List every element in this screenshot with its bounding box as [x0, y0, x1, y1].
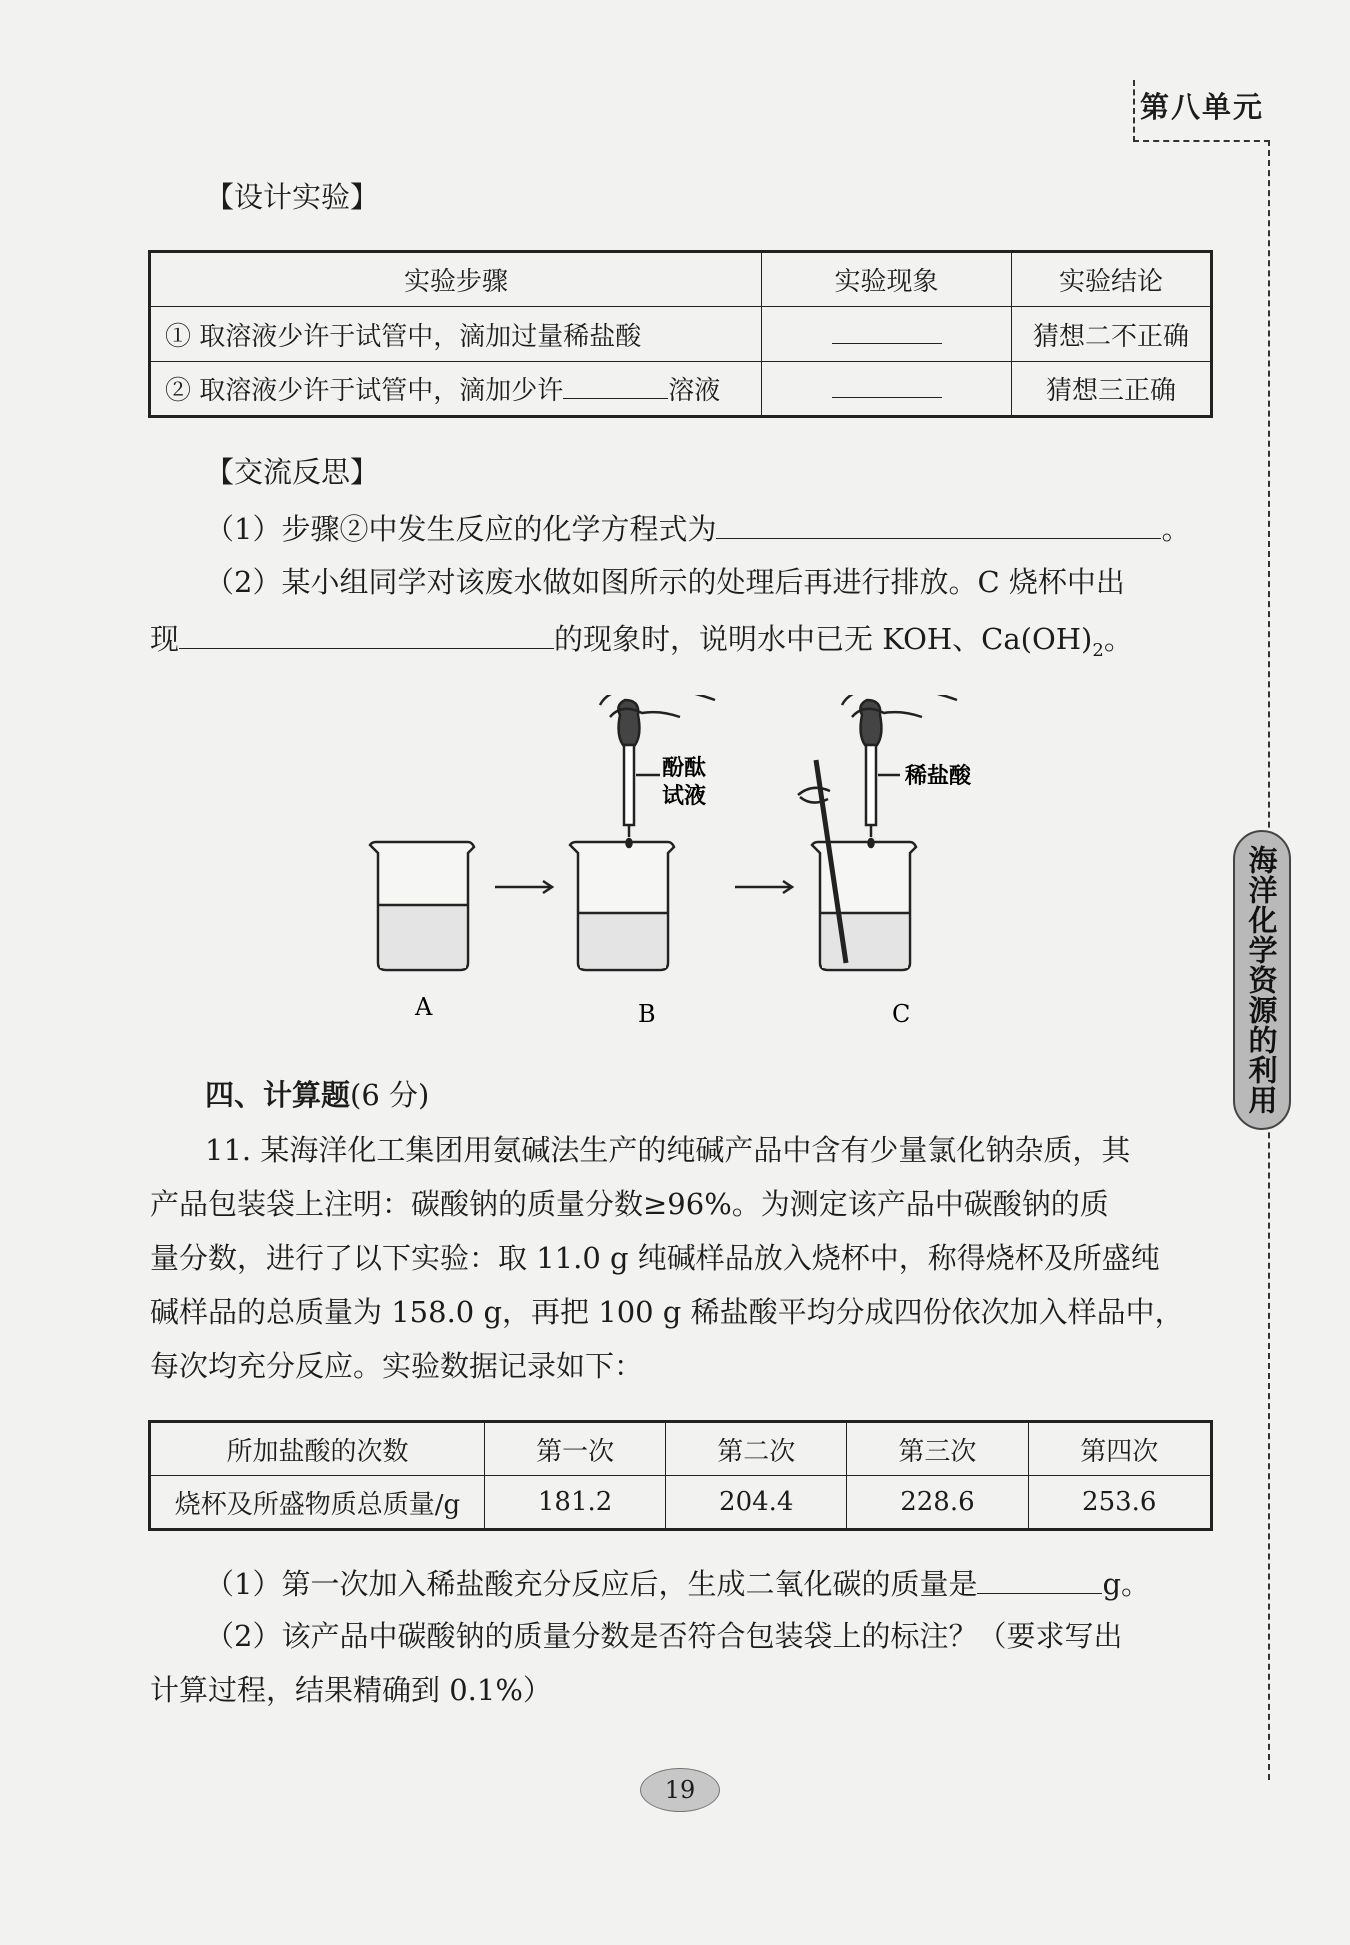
step-cell: ① 取溶液少许于试管中，滴加过量稀盐酸: [150, 307, 762, 362]
calc-heading: [205, 1078, 429, 1113]
chapter-side-tab-label: 海洋化学资源的利用: [1244, 845, 1279, 1115]
calc-paragraph-line: 11. 某海洋化工集团用氨碱法生产的纯碱产品中含有少量氯化钠杂质，其: [205, 1133, 1131, 1167]
calc-paragraph-line: 碱样品的总质量为 158.0 g，再把 100 g 稀盐酸平均分成四份依次加入样品中，: [150, 1295, 1184, 1329]
beaker-label-a: A: [415, 993, 433, 1021]
table-cell: 204.4: [666, 1476, 847, 1530]
step-text: ② 取溶液少许于试管中，滴加少许: [165, 376, 564, 406]
arrow-right-icon: [735, 881, 792, 893]
phenomenon-cell: [762, 307, 1012, 362]
beaker-b: [570, 842, 674, 970]
beaker-procedure-figure: [360, 695, 1000, 1035]
step-cell: [150, 362, 762, 417]
answer-blank[interactable]: [716, 510, 1161, 539]
reflection-q2-line2: [150, 620, 1133, 661]
table-cell: 烧杯及所盛物质总质量/g: [150, 1476, 485, 1530]
question-text: 现: [150, 622, 180, 656]
conclusion-cell: 猜想二不正确: [1012, 307, 1212, 362]
data-record-table: [148, 1420, 1213, 1531]
table-cell: 第三次: [847, 1422, 1028, 1476]
table-cell: 第二次: [666, 1422, 847, 1476]
reflection-heading: 【交流反思】: [205, 455, 380, 489]
table-cell: 第四次: [1028, 1422, 1211, 1476]
table-row: [150, 307, 1212, 362]
unit-title: 第八单元: [1140, 90, 1265, 124]
chapter-side-tab: [1233, 830, 1291, 1130]
answer-blank[interactable]: [179, 620, 554, 649]
reflection-q1: [205, 510, 1190, 547]
design-heading: 【设计实验】: [205, 180, 380, 214]
table-cell: 253.6: [1028, 1476, 1211, 1530]
answer-blank[interactable]: [832, 318, 942, 344]
table-row: [150, 362, 1212, 417]
design-experiment-table: [148, 250, 1213, 418]
table-header-cell: 实验现象: [762, 252, 1012, 307]
header-divider: [1133, 140, 1270, 142]
answer-blank[interactable]: [563, 373, 668, 399]
subscript: 2: [1092, 639, 1104, 661]
table-row: [150, 1476, 1212, 1530]
table-row: [150, 1422, 1212, 1476]
section-title: 四、计算题: [205, 1078, 351, 1112]
phenolphthalein-label: 试液: [662, 784, 707, 809]
phenolphthalein-label: 酚酞: [662, 756, 707, 781]
answer-blank[interactable]: [977, 1565, 1102, 1594]
beaker-label-b: B: [638, 1000, 656, 1028]
table-cell: 228.6: [847, 1476, 1028, 1530]
phenomenon-cell: [762, 362, 1012, 417]
step-text: 溶液: [668, 376, 721, 406]
table-header-cell: 实验结论: [1012, 252, 1212, 307]
calc-paragraph-line: 每次均充分反应。实验数据记录如下：: [150, 1349, 644, 1383]
table-header-row: [150, 252, 1212, 307]
table-cell: 所加盐酸的次数: [150, 1422, 485, 1476]
section-score: (6 分): [350, 1078, 430, 1112]
question-text: （1）第一次加入稀盐酸充分反应后，生成二氧化碳的质量是: [205, 1567, 978, 1601]
table-cell: 第一次: [485, 1422, 666, 1476]
question-text: （1）步骤②中发生反应的化学方程式为: [205, 512, 717, 546]
calc-paragraph-line: 产品包装袋上注明：碳酸钠的质量分数≥96%。为测定该产品中碳酸钠的质: [150, 1187, 1109, 1221]
question-text: 。: [1161, 512, 1191, 546]
question-text: g。: [1102, 1567, 1151, 1601]
beaker-a: [370, 842, 474, 970]
dilute-hcl-label: 稀盐酸: [905, 764, 972, 789]
question-text: 的现象时，说明水中已无 KOH、Ca(OH): [554, 622, 1093, 656]
question-text: 。: [1103, 622, 1133, 656]
page-number: 19: [640, 1768, 720, 1812]
beaker-c: [798, 760, 916, 970]
calc-q2-line2: 计算过程，结果精确到 0.1%）: [150, 1673, 552, 1707]
arrow-right-icon: [495, 881, 552, 893]
calc-q1: [205, 1565, 1150, 1602]
table-header-cell: 实验步骤: [150, 252, 762, 307]
table-cell: 181.2: [485, 1476, 666, 1530]
beaker-label-c: C: [892, 1000, 911, 1028]
reflection-q2-line1: （2）某小组同学对该废水做如图所示的处理后再进行排放。C 烧杯中出: [205, 565, 1125, 599]
header-divider: [1133, 80, 1135, 142]
calc-paragraph-line: 量分数，进行了以下实验：取 11.0 g 纯碱样品放入烧杯中，称得烧杯及所盛纯: [150, 1241, 1160, 1275]
calc-q2-line1: （2）该产品中碳酸钠的质量分数是否符合包装袋上的标注？（要求写出: [205, 1619, 1123, 1653]
answer-blank[interactable]: [832, 372, 942, 398]
conclusion-cell: 猜想三正确: [1012, 362, 1212, 417]
